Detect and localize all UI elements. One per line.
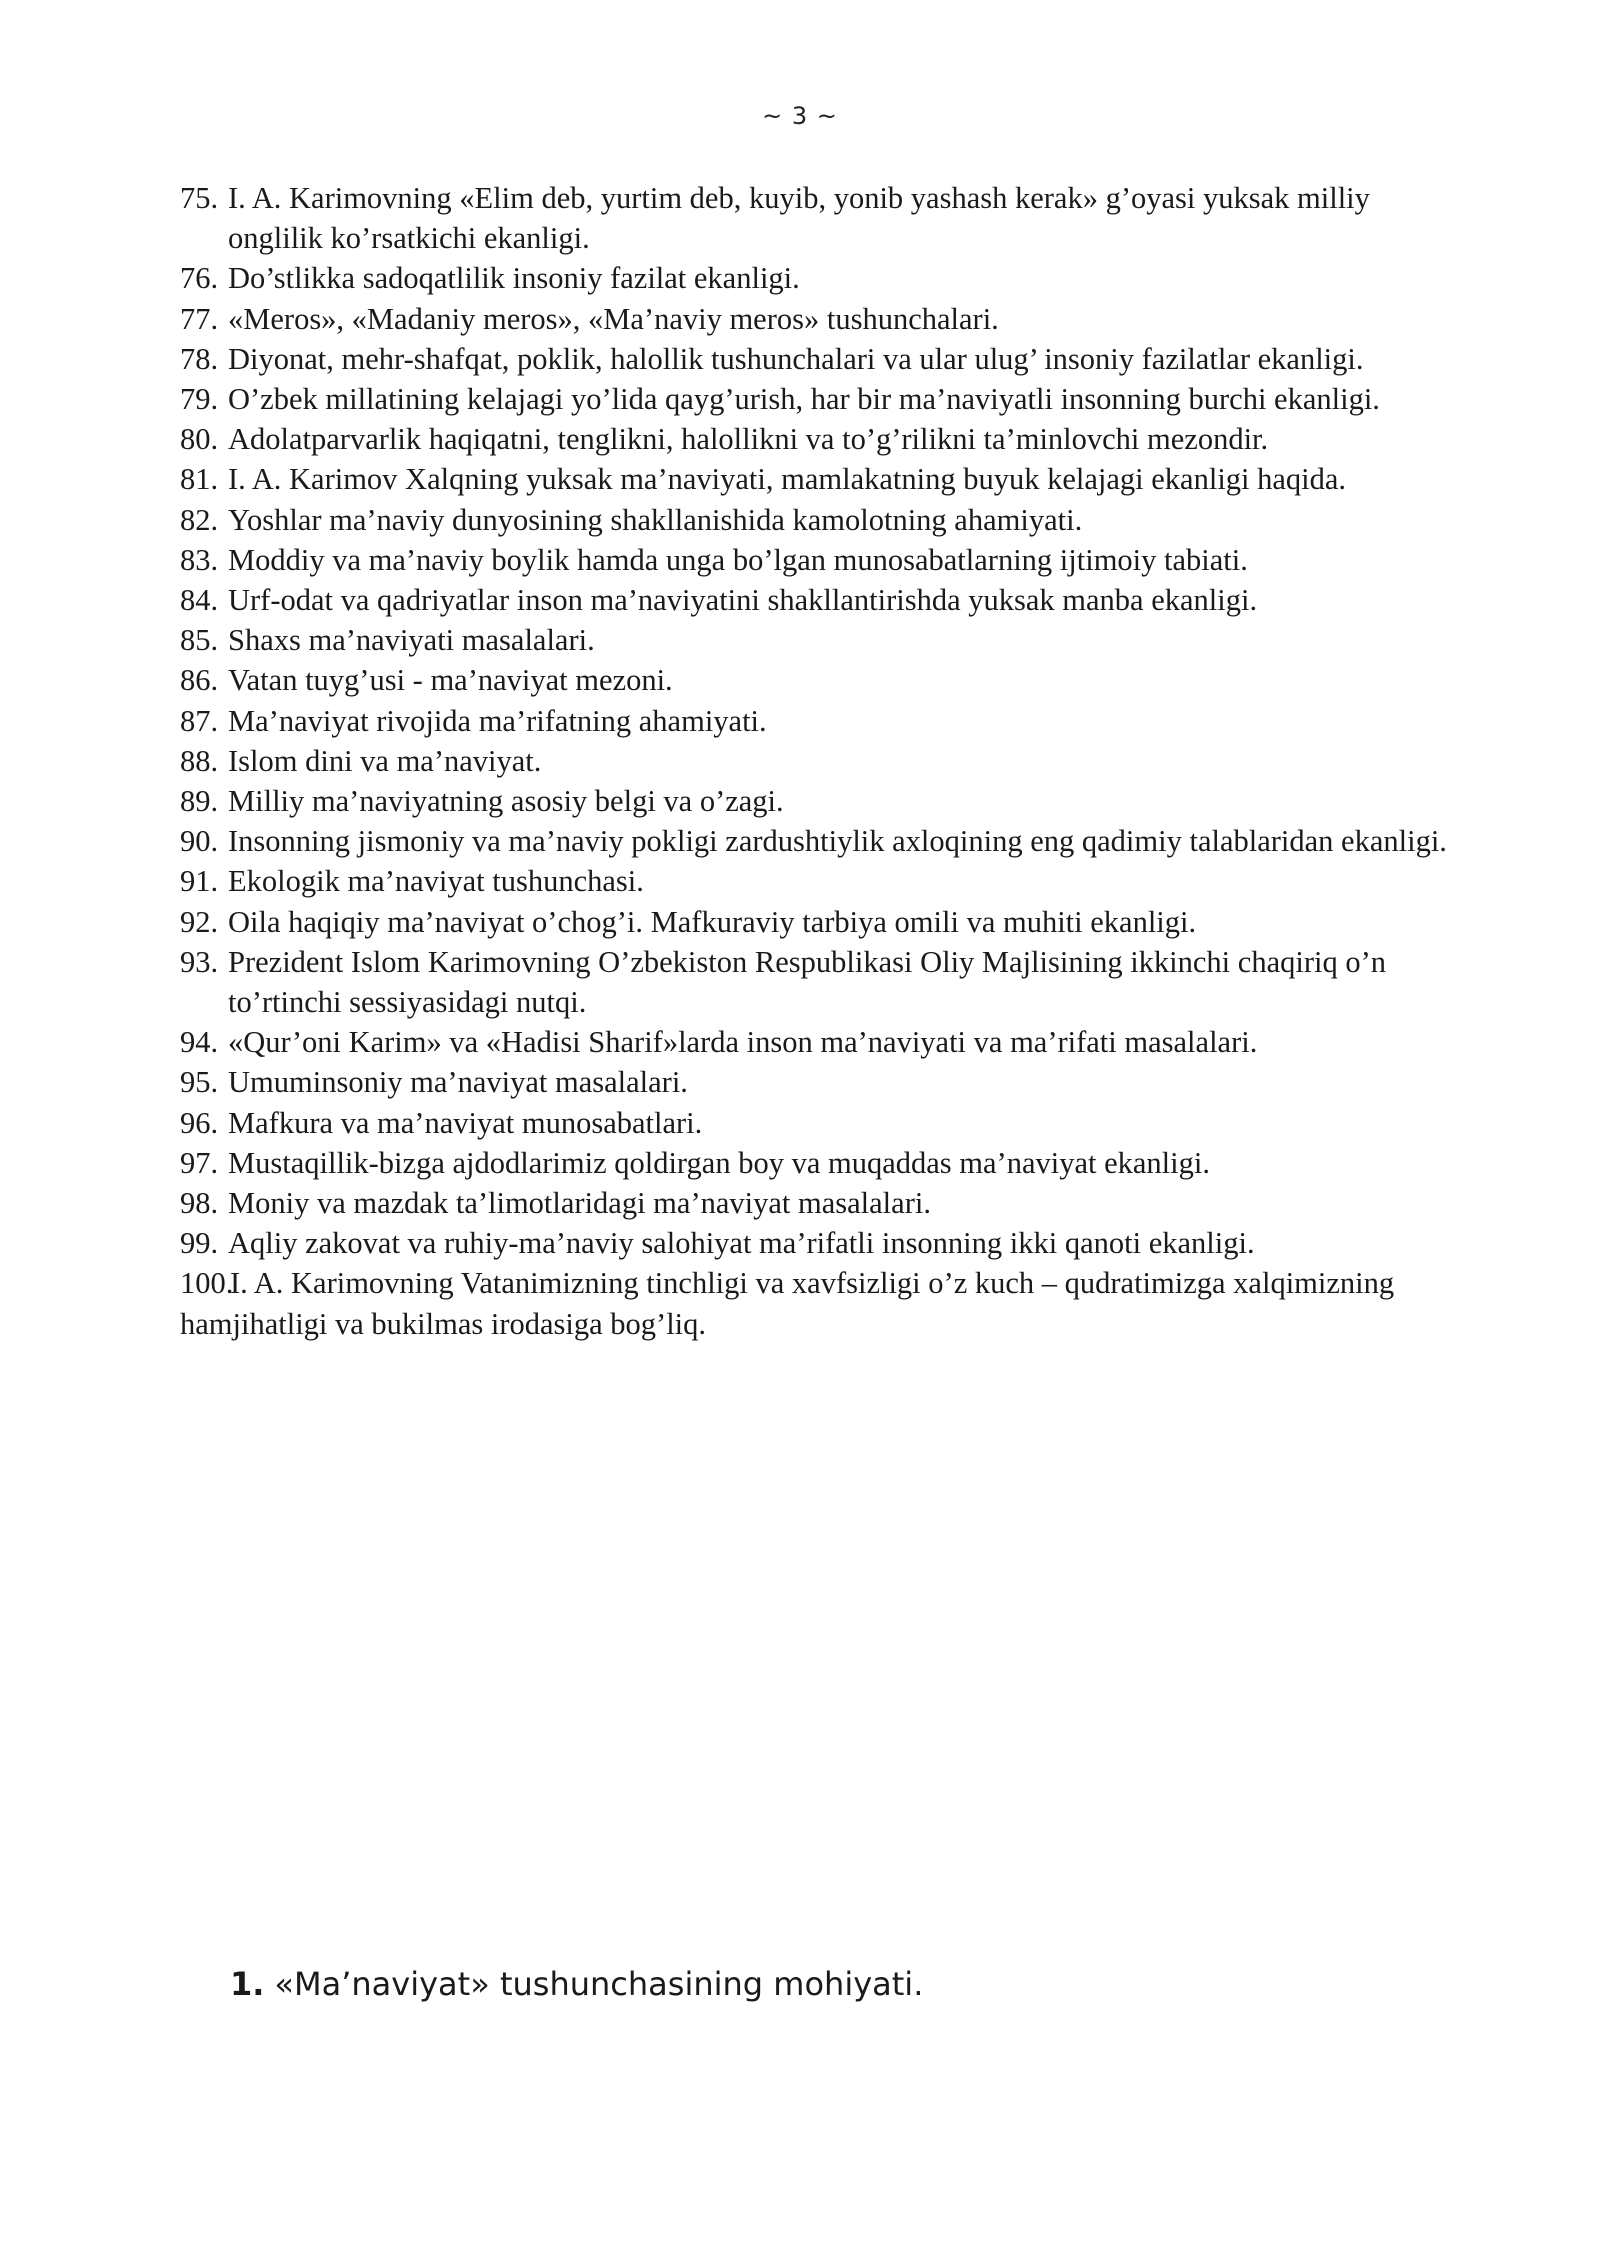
topic-item (180, 379, 1470, 419)
topic-item (180, 339, 1470, 379)
topic-text: Moniy va mazdak ta’limotlaridagi ma’naviyat masalalari. (228, 1186, 931, 1221)
topic-item (180, 660, 1470, 700)
topic-number: 98. (180, 1186, 219, 1221)
topic-item (180, 1223, 1470, 1263)
topic-text: Mafkura va ma’naviyat munosabatlari. (228, 1105, 703, 1140)
topic-item (180, 1103, 1470, 1143)
topic-number: 80. (180, 422, 219, 457)
topic-number: 90. (180, 824, 219, 859)
topic-item (180, 1183, 1470, 1223)
topic-text: Milliy ma’naviyatning asosiy belgi va o’zagi. (228, 784, 784, 819)
topic-number: 84. (180, 583, 219, 618)
topic-text: Diyonat, mehr-shafqat, poklik, halollik tushunchalari va ular ulug’ insoniy fazilatlar ekanligi. (228, 341, 1364, 376)
topic-text: Ma’naviyat rivojida ma’rifatning ahamiyati. (228, 703, 767, 738)
topic-number: 91. (180, 864, 219, 899)
section-heading (230, 1965, 923, 2003)
topic-text: «Qur’oni Karim» va «Hadisi Sharif»larda inson ma’naviyati va ma’rifati masalalari. (228, 1025, 1258, 1060)
topic-number: 93. (180, 944, 219, 979)
topic-item (180, 258, 1470, 298)
topic-text: Do’stlikka sadoqatlilik insoniy fazilat ekanligi. (228, 261, 800, 296)
topic-item (180, 1143, 1470, 1183)
topic-item (180, 500, 1470, 540)
topic-text: Aqliy zakovat va ruhiy-ma’naviy salohiyat ma’rifatli insonning ikki qanoti ekanligi. (228, 1226, 1255, 1261)
topic-list (180, 178, 1470, 1344)
topic-item (180, 580, 1470, 620)
topic-item (180, 459, 1470, 499)
section-heading-number: 1. (230, 1965, 265, 2003)
topic-number: 76. (180, 261, 219, 296)
topic-number: 78. (180, 341, 219, 376)
section-heading-title: «Ma’naviyat» tushunchasining mohiyati. (274, 1965, 924, 2003)
topic-text: I. A. Karimovning Vatanimizning tinchligi va xavfsizligi o’z kuch – qudratimizga xalqimizning hamjihatligi va bukilmas irodasiga bog’liq. (180, 1266, 1395, 1341)
topic-number: 77. (180, 301, 219, 336)
topic-number: 82. (180, 502, 219, 537)
topic-item (180, 620, 1470, 660)
topic-text: Urf-odat va qadriyatlar inson ma’naviyatini shakllantirishda yuksak manba ekanligi. (228, 583, 1258, 618)
topic-item (180, 861, 1470, 901)
topic-number: 75. (180, 181, 219, 215)
topic-number: 86. (180, 663, 219, 698)
topic-number: 81. (180, 462, 219, 497)
topic-item: 100. I. A. Karimovning Vatanimizning tinchligi va xavfsizligi o’z kuch – qudratimizga xalqimizning hamjihatligi va bukilmas irodasiga bog’liq. (180, 1263, 1470, 1343)
topic-text: Islom dini va ma’naviyat. (228, 743, 542, 778)
topic-text: Shaxs ma’naviyati masalalari. (228, 623, 595, 658)
topic-item (180, 741, 1470, 781)
topic-text: Ekologik ma’naviyat tushunchasi. (228, 864, 644, 899)
topic-text: Vatan tuyg’usi - ma’naviyat mezoni. (228, 663, 673, 698)
topic-number: 83. (180, 542, 219, 577)
topic-text: Oila haqiqiy ma’naviyat o’chog’i. Mafkuraviy tarbiya omili va muhiti ekanligi. (228, 904, 1197, 939)
topic-number: 87. (180, 703, 219, 738)
topic-item (180, 781, 1470, 821)
topic-text: O’zbek millatining kelajagi yo’lida qayg’urish, har bir ma’naviyatli insonning burchi ekanligi. (228, 382, 1380, 417)
topic-text: Prezident Islom Karimovning O’zbekiston Respublikasi Oliy Majlisining ikkinchi chaqiriq o’n to’rtinchi sessiyasidagi nutqi. (228, 944, 1386, 1020)
topic-text: Yoshlar ma’naviy dunyosining shakllanishida kamolotning ahamiyati. (228, 502, 1083, 537)
topic-text: I. A. Karimov Xalqning yuksak ma’naviyati, mamlakatning buyuk kelajagi ekanligi haqida. (228, 462, 1347, 497)
topic-number: 94. (180, 1025, 219, 1060)
topic-text: Moddiy va ma’naviy boylik hamda unga bo’lgan munosabatlarning ijtimoiy tabiati. (228, 542, 1248, 577)
topic-text: Adolatparvarlik haqiqatni, tenglikni, halollikni va to’g’rilikni ta’minlovchi mezondir. (228, 422, 1269, 457)
topic-item (180, 1022, 1470, 1062)
topic-item (180, 821, 1470, 861)
topic-item (180, 902, 1470, 942)
topic-number: 89. (180, 784, 219, 819)
topic-number: 88. (180, 743, 219, 778)
topic-item (180, 540, 1470, 580)
topic-text: I. A. Karimovning «Elim deb, yurtim deb, kuyib, yonib yashash kerak» g’oyasi yuksak milliy onglilik ko’rsatkichi ekanligi. (228, 181, 1370, 256)
topic-text: «Meros», «Madaniy meros», «Ma’naviy meros» tushunchalari. (228, 301, 999, 336)
topic-number: 92. (180, 904, 219, 939)
topic-item (180, 299, 1470, 339)
topic-item (180, 942, 1470, 1022)
topic-item (180, 1062, 1470, 1102)
topic-text: Mustaqillik-bizga ajdodlarimiz qoldirgan boy va muqaddas ma’naviyat ekanligi. (228, 1145, 1210, 1180)
topic-text: Umuminsoniy ma’naviyat masalalari. (228, 1065, 688, 1100)
topic-number: 97. (180, 1145, 219, 1180)
topic-number: 79. (180, 382, 219, 417)
page-number: ~ 3 ~ (762, 102, 838, 130)
topic-item (180, 178, 1470, 258)
topic-item (180, 701, 1470, 741)
topic-number: 95. (180, 1065, 219, 1100)
topic-text: Insonning jismoniy va ma’naviy pokligi zardushtiylik axloqining eng qadimiy talablaridan ekanligi. (228, 824, 1447, 859)
topic-number: 99. (180, 1226, 219, 1261)
topic-number: 96. (180, 1105, 219, 1140)
topic-number: 85. (180, 623, 219, 658)
topic-item (180, 419, 1470, 459)
